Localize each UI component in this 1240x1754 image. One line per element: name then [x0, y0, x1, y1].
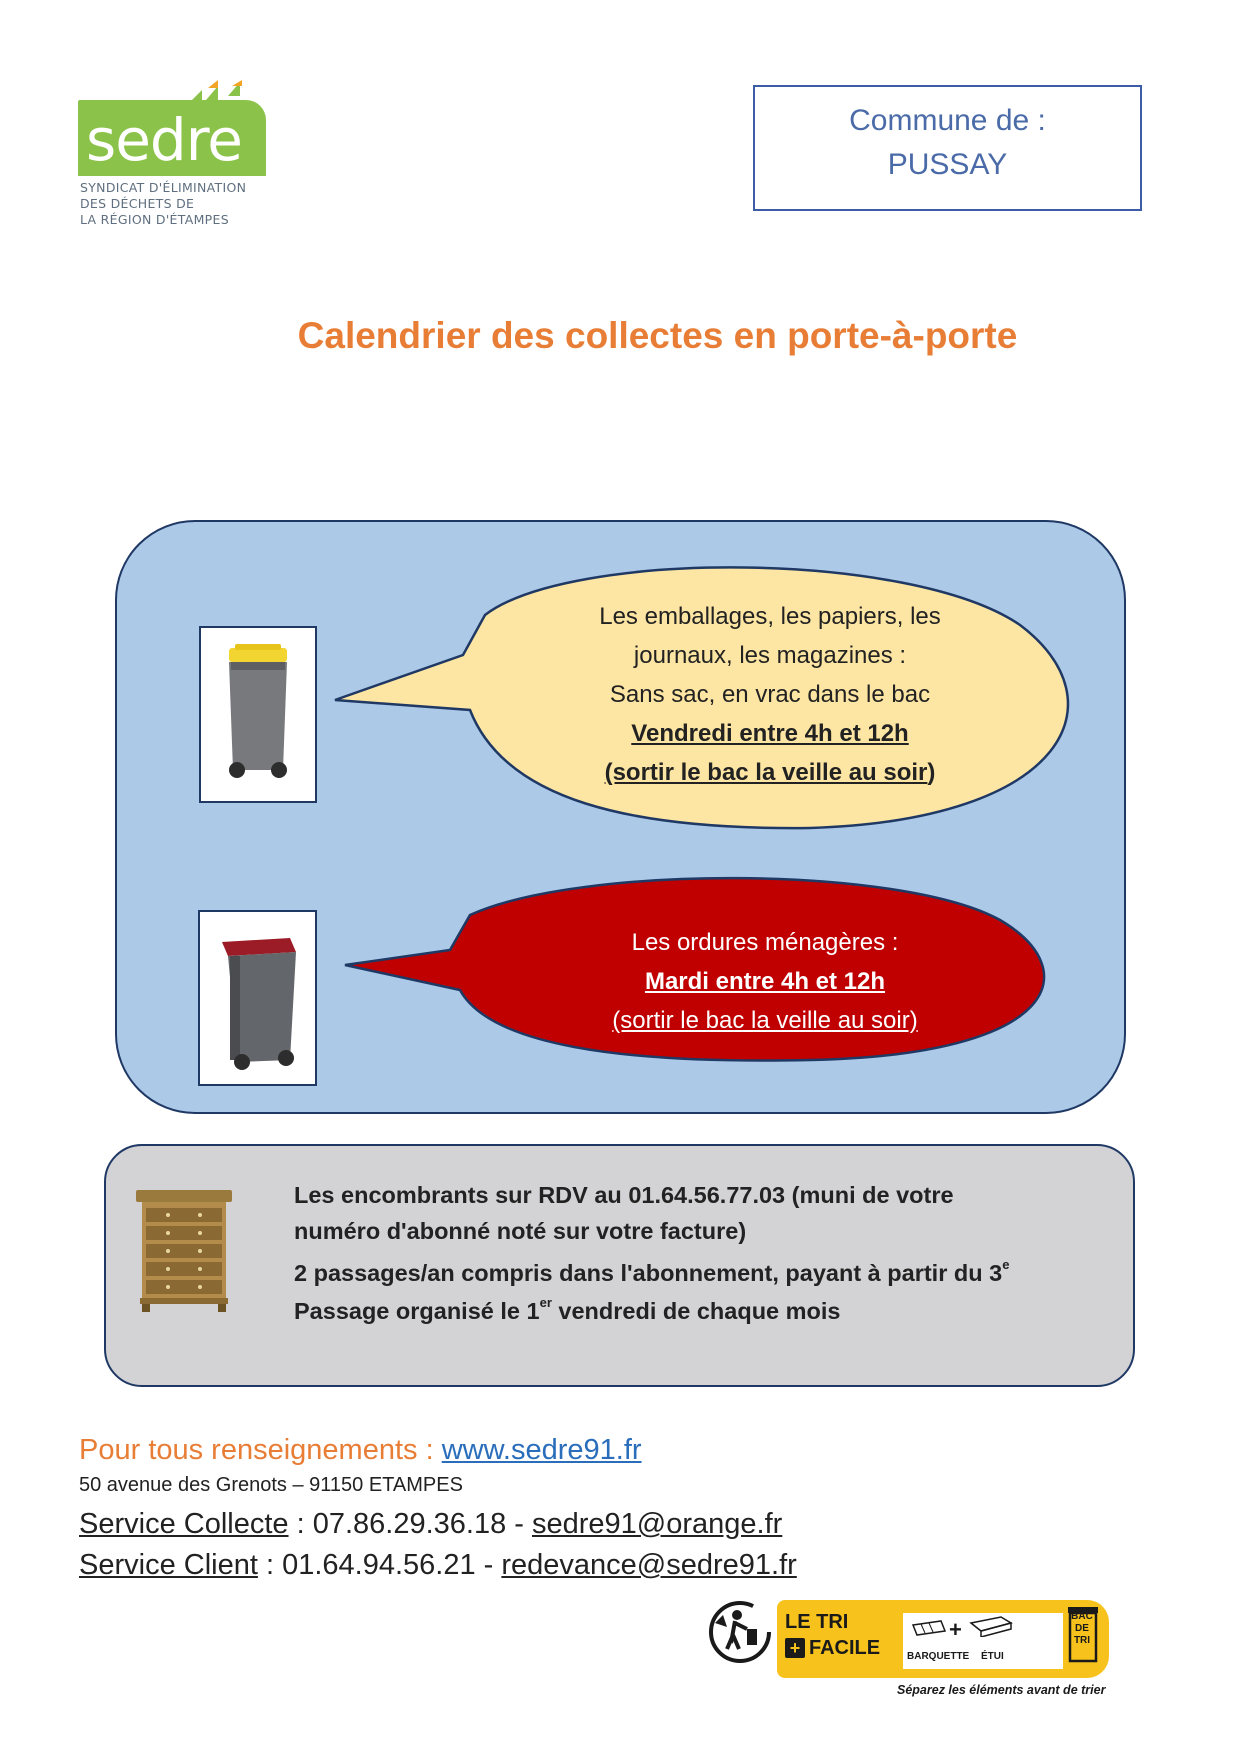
website-link[interactable]: www.sedre91.fr: [441, 1434, 642, 1466]
red-bin-icon: [200, 912, 314, 1083]
service-collecte-line: Service Collecte : 07.86.29.36.18 - sedre91@orange.fr: [79, 1508, 783, 1540]
commune-label: Commune de :: [849, 104, 1046, 137]
recycling-bin-image: [199, 626, 317, 803]
tray-icon: [911, 1619, 947, 1639]
service-client-line: Service Client : 01.64.94.56.21 - redevance@sedre91.fr: [79, 1549, 797, 1581]
recycling-person-icon: [707, 1599, 773, 1665]
household-info: Les ordures ménagères : Mardi entre 4h et 12h (sortir le bac la veille au soir): [540, 923, 990, 1040]
logo-word: sedre: [86, 106, 242, 174]
household-bin-image: [198, 910, 317, 1086]
address: 50 avenue des Grenots – 91150 ETAMPES: [79, 1474, 463, 1496]
collecte-email-link[interactable]: sedre91@orange.fr: [532, 1508, 783, 1540]
commune-name: PUSSAY: [887, 148, 1008, 181]
sleeve-icon: [969, 1615, 1013, 1637]
tri-facile-logo: LE TRI + FACILE + BARQUETTE ÉTUI BAC DE TRI Séparez les éléments avant de trier: [707, 1597, 1117, 1703]
household-schedule: Mardi entre 4h et 12h: [644, 968, 886, 995]
logo-subtitle: SYNDICAT D'ÉLIMINATION DES DÉCHETS DE LA RÉGION D'ÉTAMPES: [80, 180, 247, 227]
plus-icon: +: [785, 1638, 805, 1658]
page-title: Calendrier des collectes en porte-à-porte: [297, 315, 1018, 356]
client-email-link[interactable]: redevance@sedre91.fr: [501, 1549, 797, 1581]
dresser-icon: [132, 1188, 236, 1314]
bulky-items-info: Les encombrants sur RDV au 01.64.56.77.03 (muni de votre numéro d'abonné noté sur votre facture) 2 passages/an compris dans l'abonnement, payant à partir du 3e Passage organisé le 1er vendredi de chaque mois: [294, 1182, 1010, 1324]
tri-facile-words: LE TRI + FACILE: [785, 1611, 881, 1659]
commune-box: [753, 85, 1142, 211]
tri-caption: Séparez les éléments avant de trier: [897, 1683, 1106, 1697]
recycling-info: Les emballages, les papiers, les journaux, les magazines : Sans sac, en vrac dans le bac Vendredi entre 4h et 12h (sortir le bac la veille au soir): [540, 597, 1000, 792]
contact-footer: [79, 1428, 979, 1586]
yellow-bin-icon: [201, 628, 314, 800]
recycling-schedule: Vendredi entre 4h et 12h: [631, 720, 909, 747]
sort-bin-label: BAC DE TRI: [1071, 1611, 1093, 1646]
info-line: Pour tous renseignements : www.sedre91.fr: [79, 1434, 642, 1466]
sedre-logo: [78, 80, 278, 240]
